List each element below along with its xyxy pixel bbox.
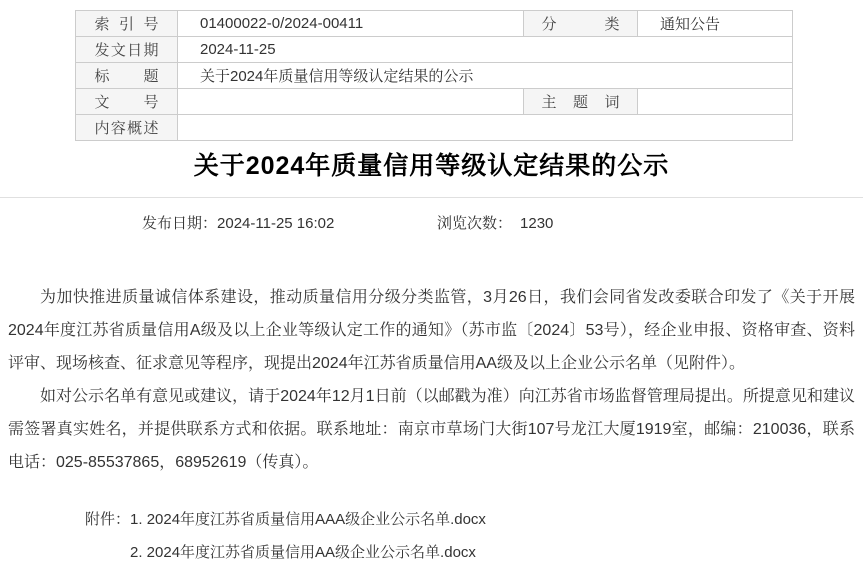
publish-date-value: 2024-11-25 16:02 (217, 215, 335, 232)
keywords-value (638, 89, 793, 115)
attachment-link-aa-list[interactable]: 2. 2024年度江苏省质量信用AA级企业公示名单.docx (130, 544, 476, 561)
category-label: 分类 (541, 16, 620, 33)
table-row (76, 115, 793, 141)
table-row (76, 63, 793, 89)
attachment-link-aaa-list[interactable]: 1. 2024年度江苏省质量信用AAA级企业公示名单.docx (130, 511, 486, 528)
body-paragraph-2: 如对公示名单有意见或建议，请于2024年12月1日前（以邮戳为准）向江苏省市场监督管理局提出。所提意见和建议需签署真实姓名，并提供联系方式和依据。联系地址：南京市草场门大街107号龙江大厦1919室，邮编：210036，联系电话：025-85537865，68952619（传真）。 (8, 388, 855, 471)
keywords-label: 主题词 (541, 94, 620, 111)
publish-meta-row (0, 212, 863, 234)
doc-title-value: 关于2024年质量信用等级认定结果的公示 (178, 63, 793, 89)
issue-date-label: 发文日期 (94, 42, 159, 59)
issue-date-value: 2024-11-25 (178, 37, 793, 63)
article-body (8, 281, 855, 479)
title-divider (0, 197, 863, 198)
index-number-label: 索引号 (94, 16, 159, 33)
body-paragraph-1: 为加快推进质量诚信体系建设，推动质量信用分级分类监管，3月26日，我们会同省发改委联合印发了《关于开展2024年度江苏省质量信用A级及以上企业等级认定工作的通知》（苏市监〔2024〕53号），经企业申报、资格审查、资料评审、现场核查、征求意见等程序，现提出2024年江苏省质量信用AA级及以上企业公示名单（见附件）。 (8, 289, 855, 372)
publish-date-label: 发布日期： (142, 215, 218, 232)
doc-title-label: 标题 (94, 68, 159, 85)
summary-value (178, 115, 793, 141)
metadata-table (75, 10, 793, 141)
view-count-label: 浏览次数： (437, 215, 513, 232)
attachments-section (85, 503, 486, 569)
doc-number-label: 文号 (94, 94, 159, 111)
page-title: 关于2024年质量信用等级认定结果的公示 (193, 152, 670, 180)
table-row (76, 11, 793, 37)
index-number-value: 01400022-0/2024-00411 (178, 11, 524, 37)
publish-date (142, 212, 334, 233)
table-row (76, 37, 793, 63)
attachments-label: 附件： (85, 511, 131, 528)
view-count-value: 1230 (520, 215, 554, 232)
doc-number-value (178, 89, 524, 115)
summary-label: 内容概述 (94, 120, 159, 137)
category-value: 通知公告 (638, 11, 793, 37)
attachment-row-2 (130, 536, 486, 569)
view-count (437, 212, 553, 233)
table-row (76, 89, 793, 115)
attachment-row-1 (85, 503, 486, 536)
